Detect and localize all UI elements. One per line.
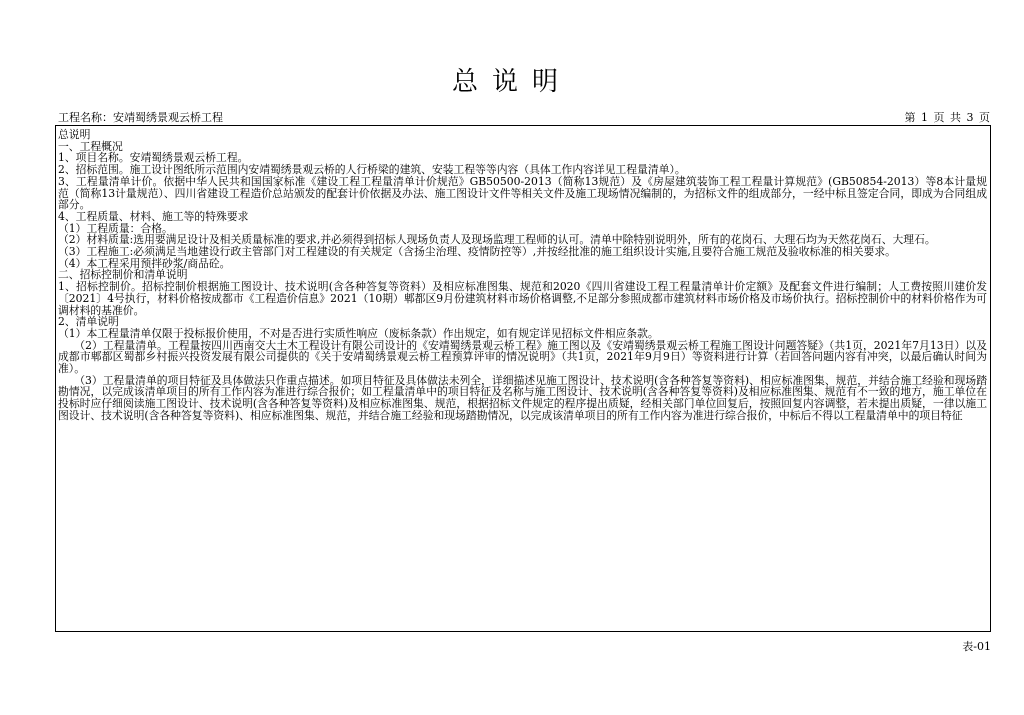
paragraph-list-note-3: （3）工程量清单的项目特征及具体做法只作重点描述。如项目特征及具体做法未列全，详细描述见施工图设计、技术说明(含各种答复等资料)、相应标准图集、规范，并结合施工经验和现场踏勘情况，以完成该清单项目的所有工作内容为准进行综合报价；如工程量清单中的项目特征及名称与施工图设计、技术说明(含各种答复等资料)及相应标准图集、规范有不一致的地方，施工单位在投标时应仔细阅读施工图设计、技术说明(含各种答复等资料)及相应标准图集、规范，根据招标文件规定的程序提出质疑，经相关部门单位回复后，按照回复内容调整，若未提出质疑，一律以施工图设计、技术说明(含各种答复等资料)、相应标准图集、规范，并结合施工经验和现场踏勘情况，以完成该清单项目的所有工作内容为准进行综合报价，中标后不得以工程量清单中的项目特征 [58,373,987,422]
paragraph-construction: （3）工程施工:必须满足当地建设行政主管部门对工程建设的有关规定（含扬尘治理、疫情防控等）,并按经批准的施工组织设计实施,且要符合施工规范及验收标准的相关要求。 [58,245,896,259]
paragraph-material: （2）材料质量:选用要满足设计及相关质量标准的要求,并必须得到招标人现场负责人及现场监理工程师的认可。清单中除特别说明外，所有的花岗石、大理石均为天然花岗石、大理石。 [58,233,936,247]
page-info: 第 1 页 共 3 页 [904,111,991,124]
description-frame [55,125,991,632]
paragraph-bid-scope: 2、招标范围。施工设计图纸所示范围内安靖蜀绣景观云桥的人行桥梁的建筑、安装工程等等内容（具体工作内容详见工程量清单）。 [58,163,686,177]
paragraph-heading: 总说明 [58,128,91,141]
project-name: 工程名称：安靖蜀绣景观云桥工程 [58,111,223,124]
paragraph-special-requirements: 4、工程质量、材料、施工等的特殊要求 [58,209,249,223]
paragraph-project-name: 1、项目名称。安靖蜀绣景观云桥工程。 [58,151,249,165]
page-title: 总说明 [451,67,572,97]
paragraph-section-2: 二、招标控制价和清单说明 [58,268,188,282]
paragraph-quality: （1）工程质量：合格。 [58,221,173,235]
paragraph-list-note-1: （1）本工程量清单仅限于投标报价使用，不对是否进行实质性响应（废标条款）作出规定，如有规定详见招标文件相应条款。 [58,326,659,340]
paragraph-control-price: 1、招标控制价。招标控制价根据施工图设计、技术说明(含各种答复等资料）及相应标准图集、规范和2020《四川省建设工程工程量清单计价定额》及配套文件进行编制；人工费按照川建价发〔2021〕4号执行，材料价格按成都市《工程造价信息》2021（10期）郫都区9月份建筑材料市场价格调整,不足部分参照成都市建筑材料市场价格及市场价执行。招标控制价中的材料价格作为可调材料的基准价。 [58,280,987,317]
form-code: 表-01 [962,640,991,653]
paragraph-list-notes: 2、清单说明 [58,315,119,329]
paragraph-section-1: 一、工程概况 [58,139,123,153]
paragraph-list-note-2: （2）工程量清单。工程量按四川西南交大土木工程设计有限公司设计的《安靖蜀绣景观云桥工程》施工图以及《安靖蜀绣景观云桥工程施工图设计问题答疑》（共1页，2021年7月13日）以及成都市郫都区蜀都乡村振兴投资发展有限公司提供的《关于安靖蜀绣景观云桥工程预算评审的情况说明》（共1页，2021年9月9日）等资料进行计算（若回答问题内容有冲突，以最后确认时间为准）。 [58,338,987,376]
description-content [58,129,987,422]
paragraph-mortar: （4）本工程采用预拌砂浆/商品砼。 [58,256,231,270]
paragraph-pricing-basis: 3、工程量清单计价。依据中华人民共和国国家标准《建设工程工程量清单计价规范》GB50500-2013（简称13规范）及《房屋建筑装饰工程工程量计算规范》(GB50854-2013）等8本计量规范（简称13计量规范）、四川省建设工程造价总站颁发的配套计价依据及办法、施工图设计文件等相关文件及施工现场情况编制的，为招标文件的组成部分，一经中标且签定合同，即成为合同组成部分。 [58,174,987,212]
